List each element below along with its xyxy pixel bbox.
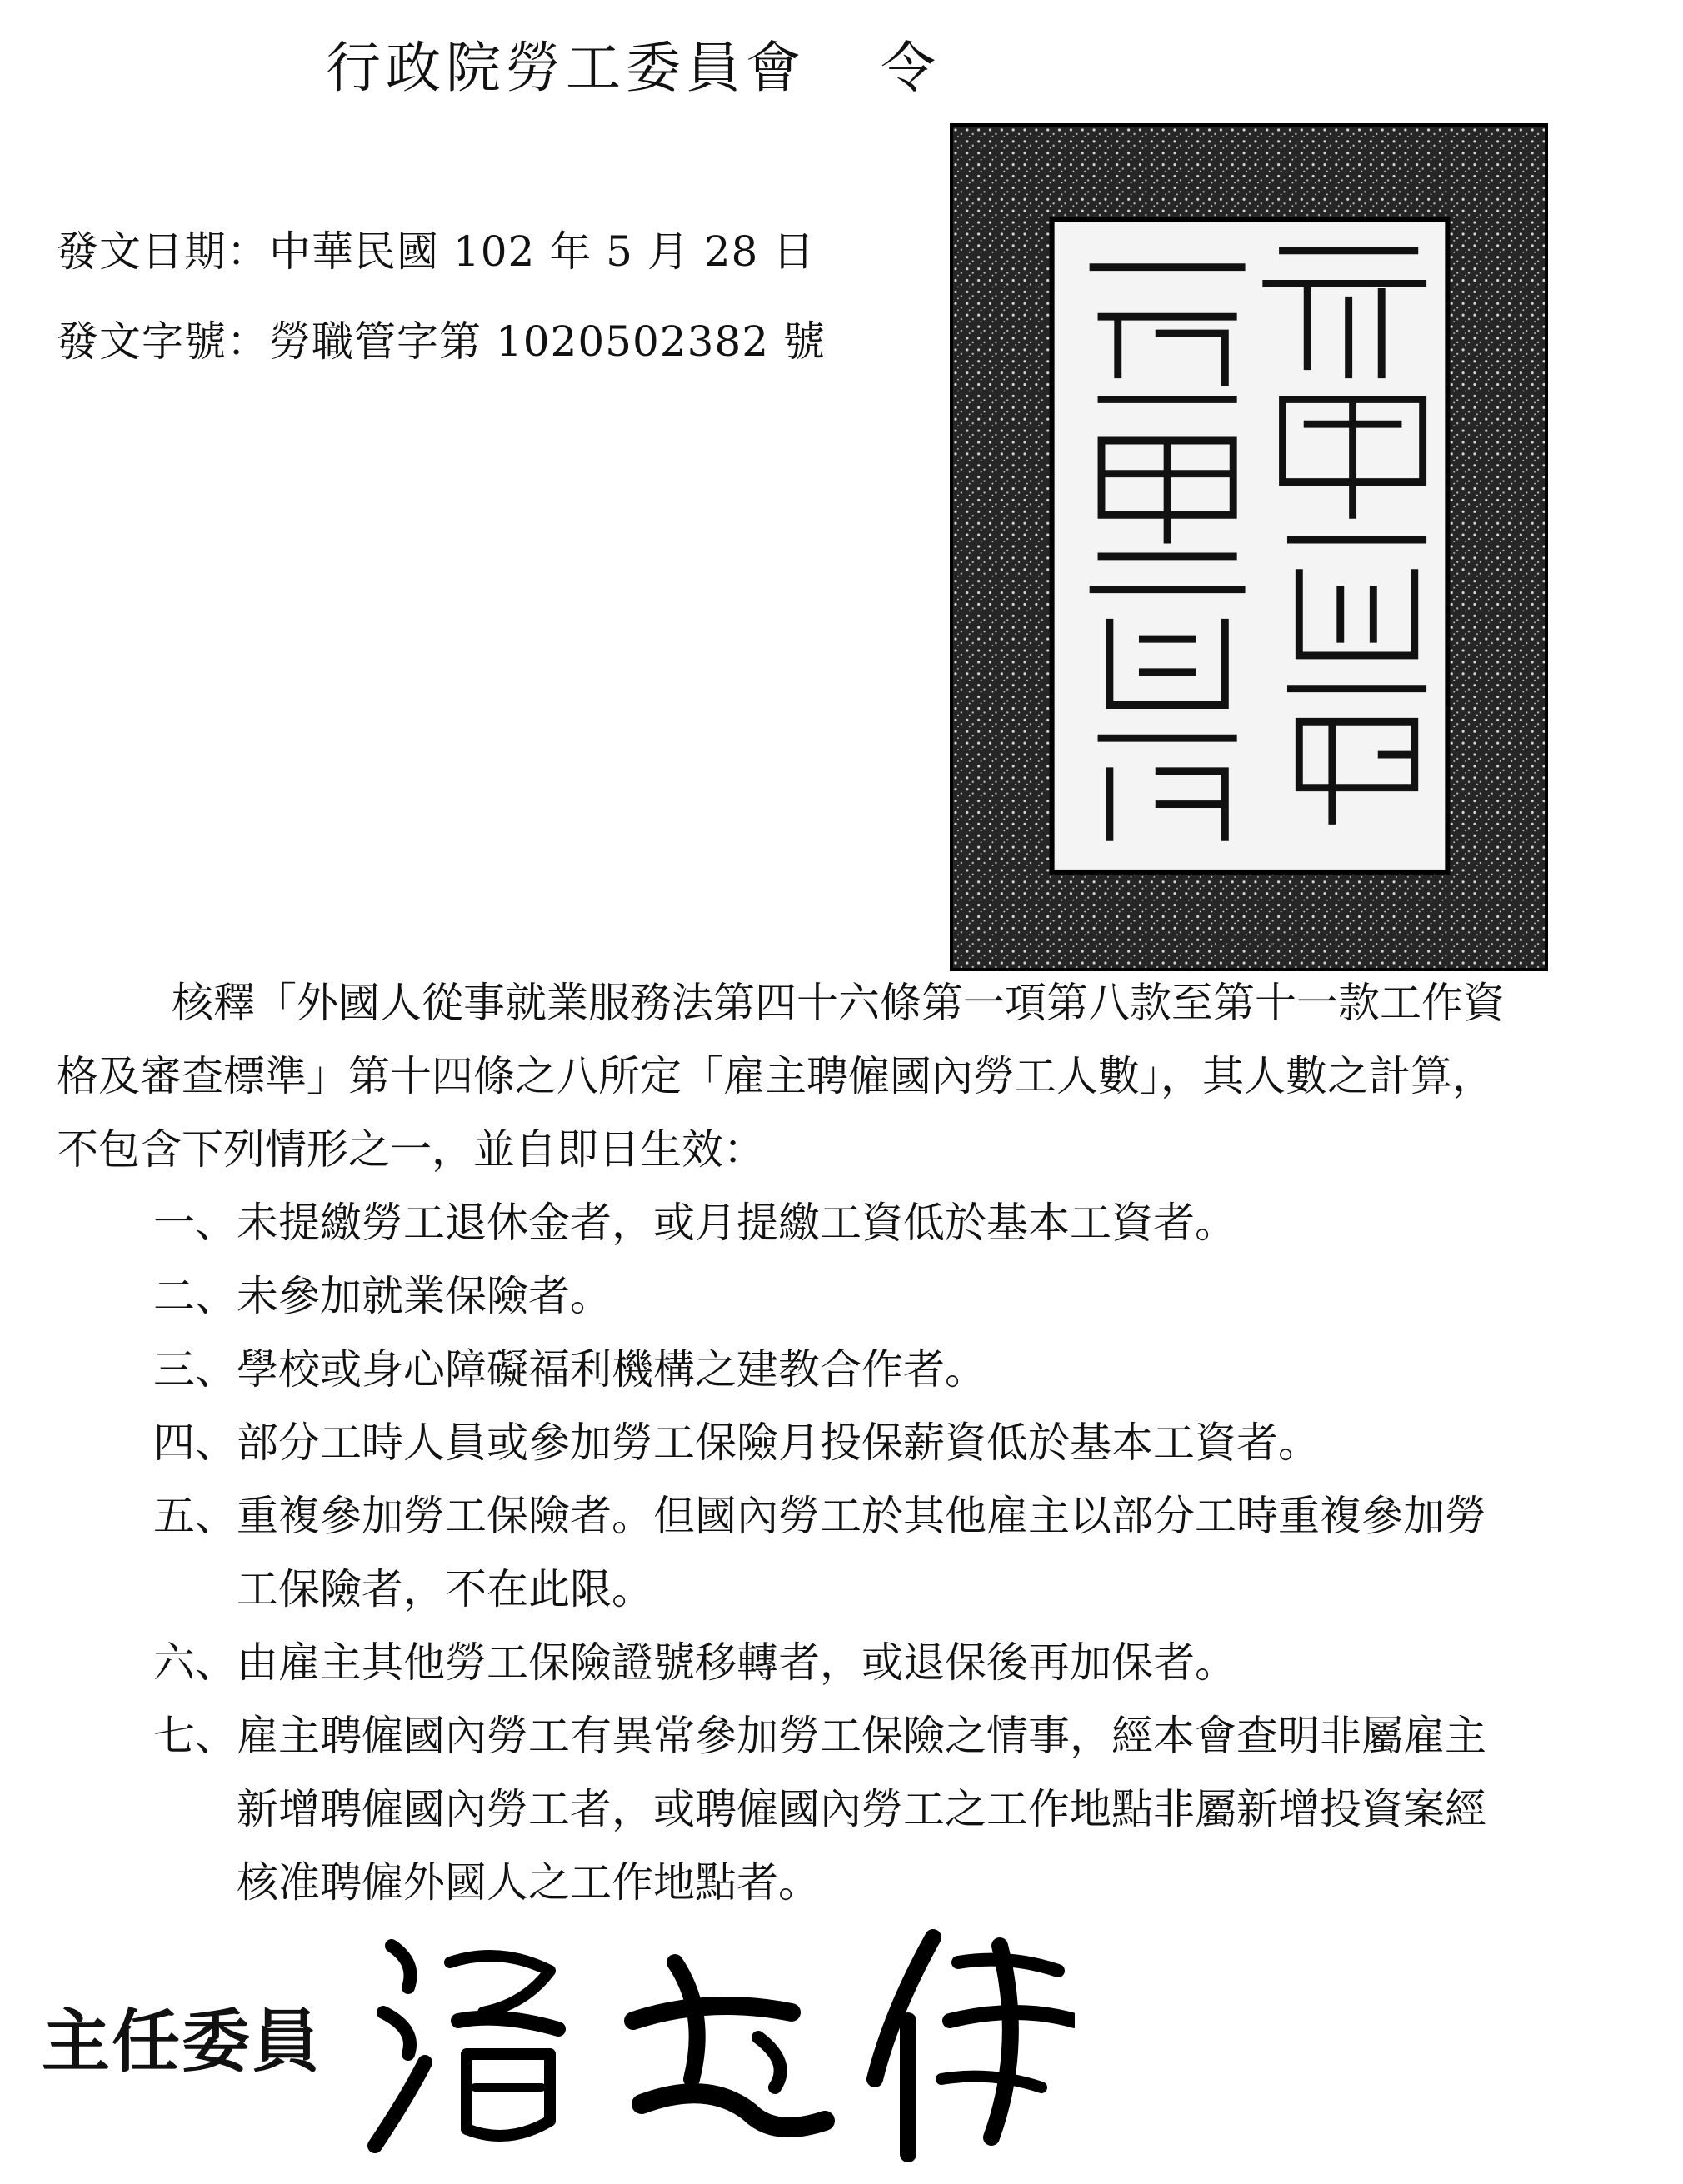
list-item [153,1259,1523,1333]
document-body [57,966,1523,1919]
item-text: 重複參加勞工保險者。但國內勞工於其他雇主以部分工時重複參加勞工保險者，不在此限。 [237,1492,1486,1613]
title-main: 行政院勞工委員會 [326,36,806,100]
list-item [153,1406,1523,1479]
title-suffix: 令 [881,36,941,100]
signature-name: 潘世偉 [707,2153,727,2161]
list-item [153,1626,1523,1699]
signature-block [42,1912,1091,2162]
list-item [153,1186,1523,1259]
item-number: 七、 [153,1712,237,1760]
signature-title: 主任委員 [42,2002,322,2082]
document-number-label: 發文字號： [57,317,269,366]
item-text: 未提繳勞工退休金者，或月提繳工資低於基本工資者。 [237,1199,1236,1247]
item-text: 部分工時人員或參加勞工保險月投保薪資低於基本工資者。 [237,1419,1320,1467]
official-seal [950,123,1548,971]
issue-date-value: 中華民國 102 年 5 月 28 日 [269,227,816,276]
item-text: 雇主聘僱國內勞工有異常參加勞工保險之情事，經本會查明非屬雇主新增聘僱國內勞工者，或聘僱國內勞工之工作地點非屬新增投資案經核准聘僱外國人之工作地點者。 [237,1712,1486,1907]
seal-graphic [953,127,1545,968]
issue-date-label: 發文日期： [57,227,269,276]
item-number: 二、 [153,1272,237,1320]
item-number: 四、 [153,1419,237,1467]
document-number-value: 勞職管字第 1020502382 號 [269,317,826,366]
body-paragraph: 核釋「外國人從事就業服務法第四十六條第一項第八款至第十一款工作資格及審查標準」第十四條之八所定「雇主聘僱國內勞工人數」，其人數之計算，不包含下列情形之一，並自即日生效： [57,979,1505,1174]
item-number: 三、 [153,1345,237,1394]
item-text: 學校或身心障礙福利機構之建教合作者。 [237,1345,986,1394]
document-title [0,23,1266,102]
exclusion-list [57,1186,1523,1919]
issue-date [57,218,815,278]
handwritten-signature [358,1912,1075,2162]
document-number [57,308,826,368]
list-item [153,1699,1523,1919]
item-text: 未參加就業保險者。 [237,1272,612,1320]
item-text: 由雇主其他勞工保險證號移轉者，或退保後再加保者。 [237,1638,1236,1687]
item-number: 六、 [153,1638,237,1687]
seal-text: 行政院勞工委員會印 [1212,938,1287,948]
item-number: 五、 [153,1492,237,1540]
list-item [153,1479,1523,1626]
item-number: 一、 [153,1199,237,1247]
list-item [153,1333,1523,1406]
